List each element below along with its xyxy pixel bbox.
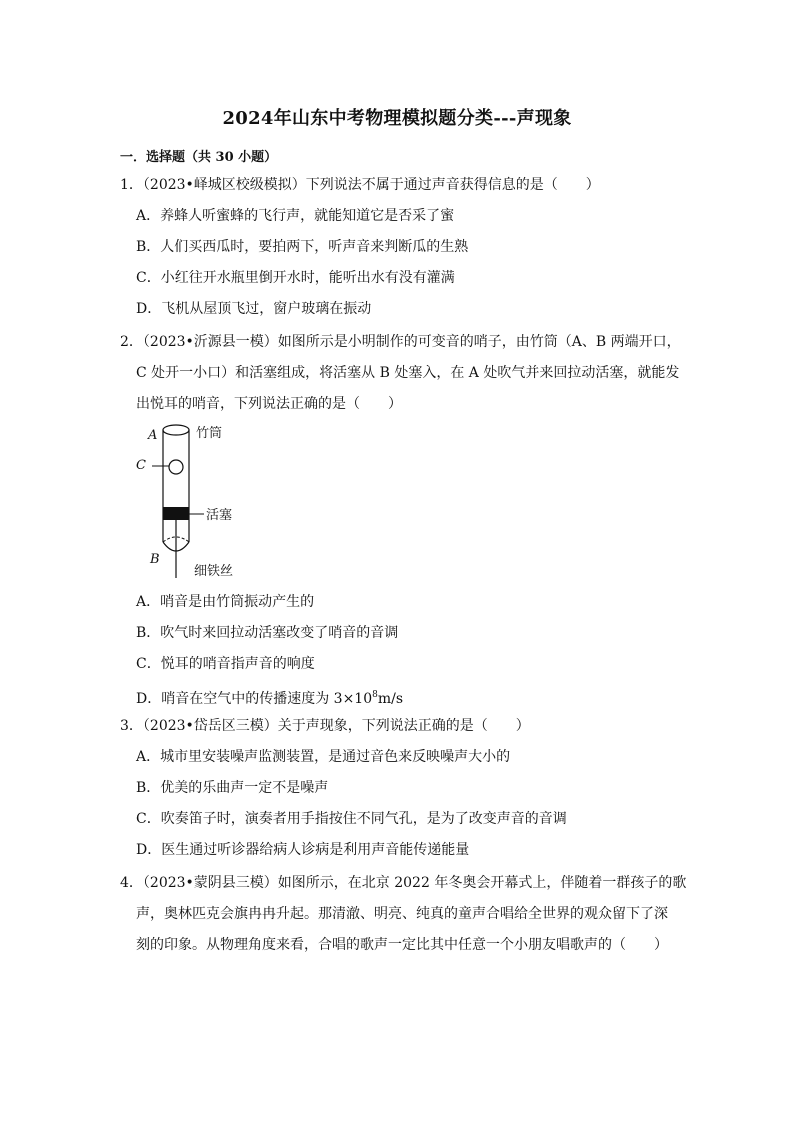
question-2-stem-line-1: 2．（2023•沂源县一模）如图所示是小明制作的可变音的哨子，由竹筒（A、B 两端开口，	[120, 334, 681, 350]
question-2-option-d	[136, 686, 403, 708]
figure-label-b: B	[150, 552, 160, 567]
figure-label-a: A	[148, 428, 158, 443]
question-3-option-c: C．吹奏笛子时，演奏者用手指按住不同气孔，是为了改变声音的音调	[136, 811, 567, 827]
question-3-option-b: B．优美的乐曲声一定不是噪声	[136, 780, 329, 796]
question-1-option-d: D．飞机从屋顶飞过，窗户玻璃在振动	[136, 301, 372, 317]
question-4-stem-line-2: 声，奥林匹克会旗冉冉升起。那清澈、明亮、纯真的童声合唱给全世界的观众留下了深	[136, 906, 668, 922]
figure-label-piston: 活塞	[206, 508, 233, 523]
question-2-option-d-unit: m/s	[377, 691, 404, 707]
question-4-stem-line-1: 4．（2023•蒙阴县三模）如图所示，在北京 2022 年冬奥会开幕式上，伴随着一群孩子的歌	[120, 875, 687, 891]
page-title: 2024年山东中考物理模拟题分类---声现象	[222, 108, 572, 129]
question-2-stem-line-3: 出悦耳的哨音，下列说法正确的是（ ）	[136, 396, 402, 412]
question-2-option-d-prefix: D．哨音在空气中的传播速度为 3×10	[136, 691, 373, 707]
question-2-option-a: A．哨音是由竹筒振动产生的	[136, 594, 315, 610]
question-1-stem: 1．（2023•峄城区校级模拟）下列说法不属于通过声音获得信息的是（ ）	[120, 177, 600, 193]
question-4-stem-line-3: 刻的印象。从物理角度来看，合唱的歌声一定比其中任意一个小朋友唱歌声的（ ）	[136, 937, 668, 953]
question-3-option-d: D．医生通过听诊器给病人诊病是利用声音能传递能量	[136, 842, 470, 858]
question-1-option-b: B．人们买西瓜时，要拍两下，听声音来判断瓜的生熟	[136, 239, 469, 255]
figure-label-wire: 细铁丝	[194, 564, 234, 579]
figure-label-c: C	[136, 458, 146, 473]
question-3-option-a: A．城市里安装噪声监测装置，是通过音色来反映噪声大小的	[136, 749, 511, 765]
section-heading: 一．选择题（共 30 小题）	[120, 150, 278, 165]
figure-label-tube: 竹筒	[196, 426, 223, 441]
question-1-option-a: A．养蜂人听蜜蜂的飞行声，就能知道它是否采了蜜	[136, 208, 455, 224]
question-2-option-d-exponent: 8	[372, 690, 378, 700]
whistle-figure	[130, 418, 270, 588]
question-1-option-c: C．小红往开水瓶里倒开水时，能听出水有没有灌满	[136, 270, 455, 286]
question-2-option-b: B．吹气时来回拉动活塞改变了哨音的音调	[136, 625, 399, 641]
question-2-option-c: C．悦耳的哨音指声音的响度	[136, 656, 315, 672]
question-2-stem-line-2: C 处开一小口）和活塞组成，将活塞从 B 处塞入，在 A 处吹气并来回拉动活塞，就能发	[136, 365, 680, 381]
question-3-stem: 3．（2023•岱岳区三模）关于声现象，下列说法正确的是（ ）	[120, 718, 530, 734]
